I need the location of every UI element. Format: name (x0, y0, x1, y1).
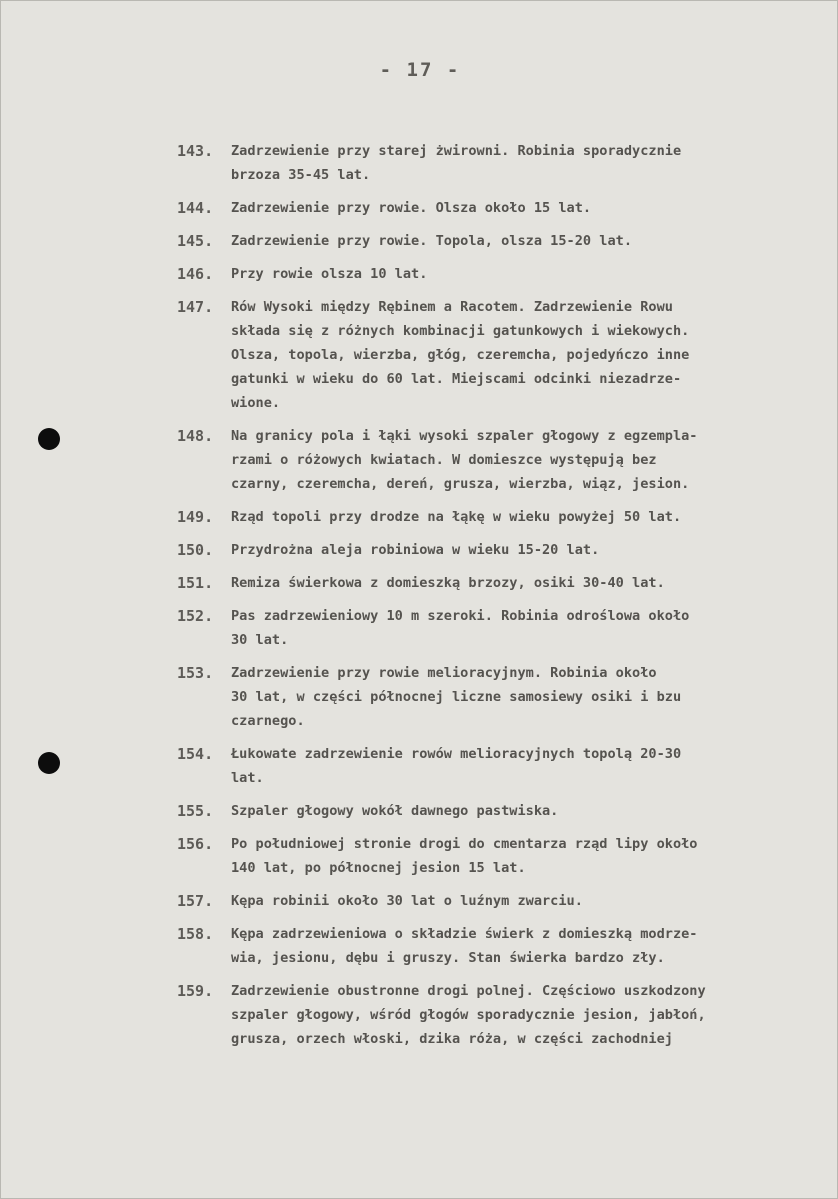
entry-text: Zadrzewienie przy starej żwirowni. Robinia sporadycznie brzoza 35-45 lat. (231, 143, 682, 183)
entry-text: Rząd topoli przy drodze na łąkę w wieku powyżej 50 lat. (231, 509, 682, 525)
entry-number: 159. (177, 982, 214, 1000)
entry-number: 145. (177, 232, 214, 250)
punch-hole (38, 752, 60, 774)
entry-number: 152. (177, 607, 214, 625)
entry-text: Pas zadrzewieniowy 10 m szeroki. Robinia odroślowa około 30 lat. (231, 608, 690, 648)
list-item (177, 889, 817, 913)
entry-number: 143. (177, 142, 214, 160)
entry-list (177, 139, 817, 1060)
entry-number: 155. (177, 802, 214, 820)
list-item (177, 424, 817, 496)
entry-number: 151. (177, 574, 214, 592)
entry-number: 157. (177, 892, 214, 910)
entry-number: 146. (177, 265, 214, 283)
list-item (177, 604, 817, 652)
entry-text: Kępa robinii około 30 lat o luźnym zwarciu. (231, 893, 583, 909)
entry-text: Zadrzewienie przy rowie. Olsza około 15 lat. (231, 200, 592, 216)
list-item (177, 505, 817, 529)
list-item (177, 295, 817, 415)
list-item (177, 229, 817, 253)
entry-text: Przydrożna aleja robiniowa w wieku 15-20 lat. (231, 542, 600, 558)
entry-number: 149. (177, 508, 214, 526)
list-item (177, 979, 817, 1051)
list-item (177, 538, 817, 562)
entry-number: 153. (177, 664, 214, 682)
entry-number: 144. (177, 199, 214, 217)
entry-text: Po południowej stronie drogi do cmentarza rząd lipy około 140 lat, po północnej jesion 15 lat. (231, 836, 698, 876)
entry-text: Przy rowie olsza 10 lat. (231, 266, 428, 282)
list-item (177, 922, 817, 970)
page-number: - 17 - (379, 59, 461, 81)
list-item (177, 139, 817, 187)
entry-number: 156. (177, 835, 214, 853)
list-item (177, 571, 817, 595)
list-item (177, 196, 817, 220)
list-item (177, 661, 817, 733)
entry-number: 150. (177, 541, 214, 559)
entry-text: Zadrzewienie przy rowie. Topola, olsza 15-20 lat. (231, 233, 633, 249)
entry-text: Łukowate zadrzewienie rowów melioracyjnych topolą 20-30 lat. (231, 746, 682, 786)
punch-hole (38, 428, 60, 450)
entry-number: 147. (177, 298, 214, 316)
entry-number: 158. (177, 925, 214, 943)
entry-text: Zadrzewienie przy rowie melioracyjnym. Robinia około 30 lat, w części północnej liczne samosiewy osiki i bzu czarnego. (231, 665, 682, 729)
entry-number: 154. (177, 745, 214, 763)
entry-text: Zadrzewienie obustronne drogi polnej. Częściowo uszkodzony szpaler głogowy, wśród głogów sporadycznie jesion, jabłoń, grusza, orzech włoski, dzika róża, w części zachodniej (231, 983, 706, 1047)
list-item (177, 262, 817, 286)
entry-text: Rów Wysoki między Rębinem a Racotem. Zadrzewienie Rowu składa się z różnych kombinacji gatunkowych i wiekowych. Olsza, topola, wierzba, głóg, czeremcha, pojedyńczo inne gatunki w wieku do 60 lat. Miejscami odcinki niezadrze- wione. (231, 299, 690, 411)
list-item (177, 832, 817, 880)
entry-text: Na granicy pola i łąki wysoki szpaler głogowy z egzempla- rzami o różowych kwiatach. W domieszce występują bez czarny, czeremcha, dereń, grusza, wierzba, wiąz, jesion. (231, 428, 698, 492)
list-item (177, 799, 817, 823)
entry-number: 148. (177, 427, 214, 445)
entry-text: Remiza świerkowa z domieszką brzozy, osiki 30-40 lat. (231, 575, 665, 591)
entry-text: Kępa zadrzewieniowa o składzie świerk z domieszką modrze- wia, jesionu, dębu i gruszy. Stan świerka bardzo zły. (231, 926, 698, 966)
list-item (177, 742, 817, 790)
entry-text: Szpaler głogowy wokół dawnego pastwiska. (231, 803, 559, 819)
